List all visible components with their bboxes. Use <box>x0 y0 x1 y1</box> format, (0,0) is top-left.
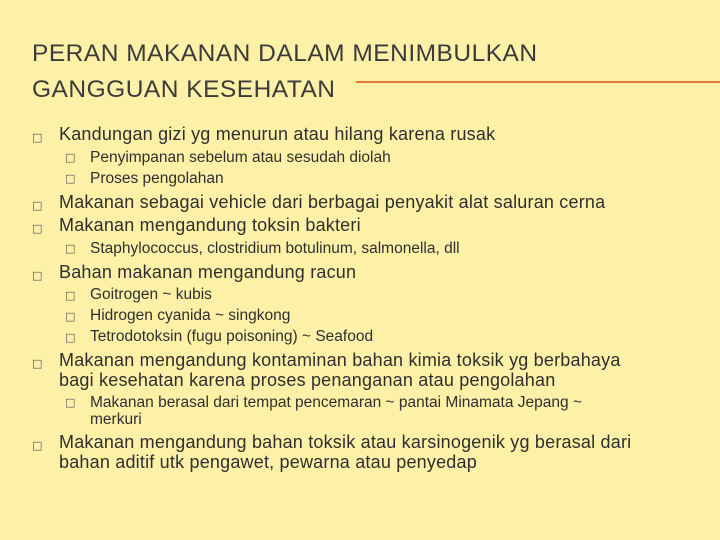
square-bullet-icon: □ <box>32 131 43 144</box>
list-item-text-line-2: merkuri <box>90 411 142 428</box>
list-item-text-line-1: Makanan berasal dari tempat pencemaran ~ pantai Minamata Jepang ~ <box>90 394 582 411</box>
list-item-text: Kandungan gizi yg menurun atau hilang karena rusak <box>59 124 496 144</box>
list-item-text-line-2: bagi kesehatan karena proses penanganan atau pengolahan <box>59 370 556 390</box>
list-item-text-line-2: bahan aditif utk pengawet, pewarna atau penyedap <box>59 452 477 472</box>
square-bullet-icon: □ <box>65 396 76 409</box>
list-item-text-line-1: Makanan mengandung bahan toksik atau karsinogenik yg berasal dari <box>59 432 632 452</box>
list-item-text: Goitrogen ~ kubis <box>90 286 212 303</box>
list-item-text: Makanan mengandung toksin bakteri <box>59 215 361 235</box>
square-bullet-icon: □ <box>65 242 76 255</box>
square-bullet-icon: □ <box>32 269 43 282</box>
square-bullet-icon: □ <box>65 289 76 302</box>
slide-title-line-2: GANGGUAN KESEHATAN <box>32 76 336 103</box>
list-item-text: Proses pengolahan <box>90 170 224 187</box>
square-bullet-icon: □ <box>65 310 76 323</box>
list-item-text: Staphylococcus, clostridium botulinum, salmonella, dll <box>90 240 460 257</box>
slide-title-line-1: PERAN MAKANAN DALAM MENIMBULKAN <box>32 40 538 67</box>
list-item-text: Makanan sebagai vehicle dari berbagai penyakit alat saluran cerna <box>59 192 606 212</box>
list-item-text: Tetrodotoksin (fugu poisoning) ~ Seafood <box>90 328 374 345</box>
square-bullet-icon: □ <box>32 199 43 212</box>
square-bullet-icon: □ <box>32 222 43 235</box>
list-item-text: Bahan makanan mengandung racun <box>59 262 357 282</box>
list-item-text: Penyimpanan sebelum atau sesudah diolah <box>90 149 391 166</box>
list-item-text: Hidrogen cyanida ~ singkong <box>90 307 291 324</box>
square-bullet-icon: □ <box>65 151 76 164</box>
square-bullet-icon: □ <box>65 172 76 185</box>
square-bullet-icon: □ <box>32 357 43 370</box>
square-bullet-icon: □ <box>65 331 76 344</box>
list-item-text-line-1: Makanan mengandung kontaminan bahan kimia toksik yg berbahaya <box>59 350 621 370</box>
square-bullet-icon: □ <box>32 439 43 452</box>
